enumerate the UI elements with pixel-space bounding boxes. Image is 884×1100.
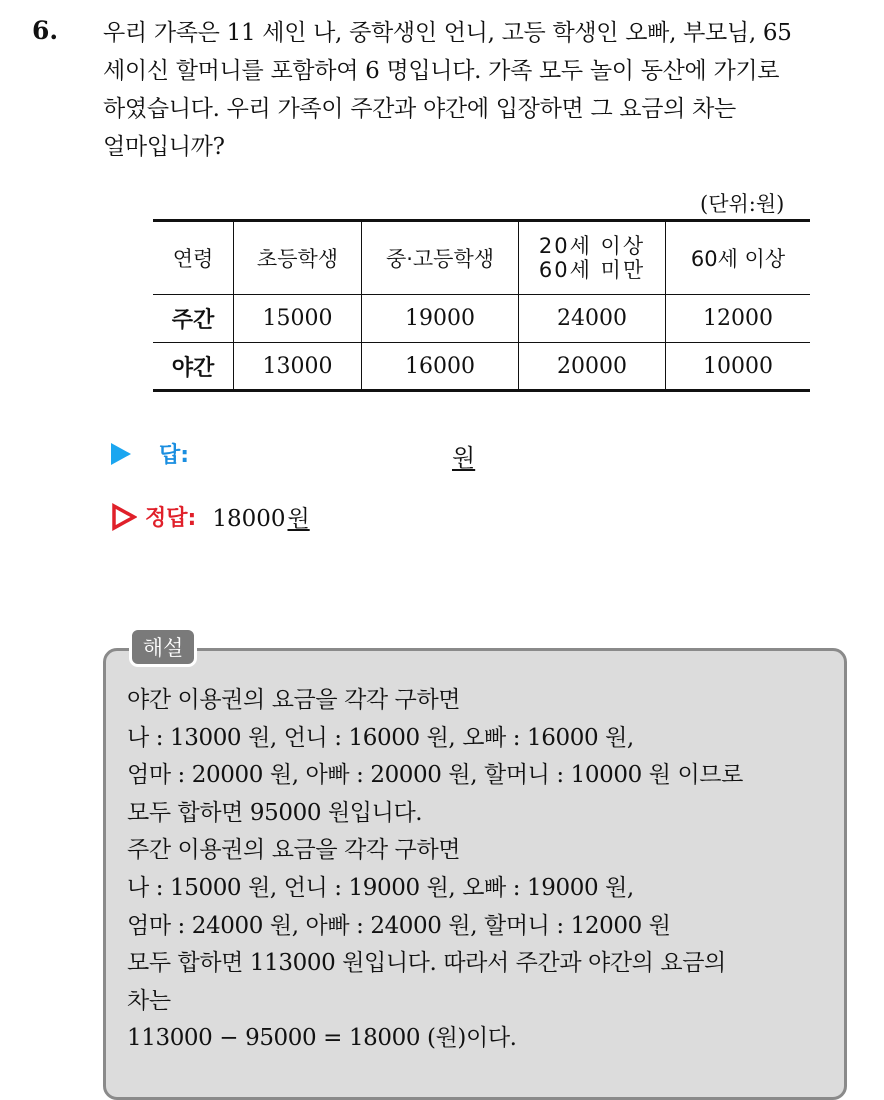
table-cell: 13000 (234, 343, 362, 391)
table-row (153, 295, 810, 343)
explanation-line: 야간 이용권의 요금을 각각 구하면 (127, 687, 461, 713)
explanation-tab: 해설 (129, 627, 197, 667)
explanation-line: 주간 이용권의 요금을 각각 구하면 (127, 837, 461, 864)
answer-label: 답: (159, 443, 190, 468)
question-line: 우리 가족은 11 세인 나, 중학생인 언니, 고등 학생인 오빠, 부모님, 65 (103, 20, 792, 46)
table-cell: 20000 (519, 343, 666, 391)
table-cell: 15000 (234, 295, 362, 343)
header-adult (519, 221, 666, 295)
explanation-line: 모두 합하면 95000 원입니다. (127, 799, 423, 826)
row-label-night: 야간 (153, 343, 234, 391)
correct-answer-number: 18000 (212, 506, 286, 532)
explanation-line: 엄마 : 20000 원, 아빠 : 20000 원, 할머니 : 10000 원 이므로 (127, 762, 743, 789)
table-header-row (153, 221, 810, 295)
table-cell: 10000 (666, 343, 811, 391)
outline-triangle-right-icon (111, 503, 137, 531)
correct-answer-value (212, 500, 309, 533)
explanation-line: 모두 합하면 113000 원입니다. 따라서 주간과 야간의 요금의 (127, 950, 726, 977)
header-age: 연령 (153, 221, 234, 295)
explanation-line: 엄마 : 24000 원, 아빠 : 24000 원, 할머니 : 12000 원 (127, 912, 671, 939)
answer-unit: 원 (452, 444, 476, 472)
question-line: 얼마입니까? (103, 134, 225, 160)
header-elementary: 초등학생 (234, 221, 362, 295)
header-middle-high: 중·고등학생 (362, 221, 519, 295)
table-row (153, 343, 810, 391)
question-number: 6. (32, 16, 59, 45)
row-label-day: 주간 (153, 295, 234, 343)
unit-note: (단위:원) (700, 192, 785, 216)
answer-row (111, 438, 189, 469)
explanation-line: 나 : 15000 원, 언니 : 19000 원, 오빠 : 19000 원, (127, 874, 634, 901)
header-adult-line1: 20세 이상 (538, 234, 646, 258)
question-line: 하였습니다. 우리 가족이 주간과 야간에 입장하면 그 요금의 차는 (103, 96, 736, 122)
explanation-line: 나 : 13000 원, 언니 : 16000 원, 오빠 : 16000 원, (127, 724, 634, 751)
filled-triangle-right-icon (111, 443, 131, 465)
header-adult-line2: 60세 미만 (538, 258, 646, 282)
explanation-line: 113000 − 95000 = 18000 (원)이다. (127, 1025, 517, 1052)
correct-answer-row (111, 500, 310, 533)
header-senior: 60세 이상 (666, 221, 811, 295)
question-line: 세이신 할머니를 포함하여 6 명입니다. 가족 모두 놀이 동산에 가기로 (103, 58, 780, 84)
explanation-text (127, 682, 743, 1058)
price-table (153, 219, 810, 392)
explanation-line: 차는 (127, 987, 171, 1014)
correct-answer-unit: 원 (287, 506, 310, 532)
table-cell: 24000 (519, 295, 666, 343)
question-text (103, 14, 863, 166)
correct-answer-label: 정답: (145, 506, 197, 531)
table-cell: 16000 (362, 343, 519, 391)
table-cell: 19000 (362, 295, 519, 343)
table-cell: 12000 (666, 295, 811, 343)
